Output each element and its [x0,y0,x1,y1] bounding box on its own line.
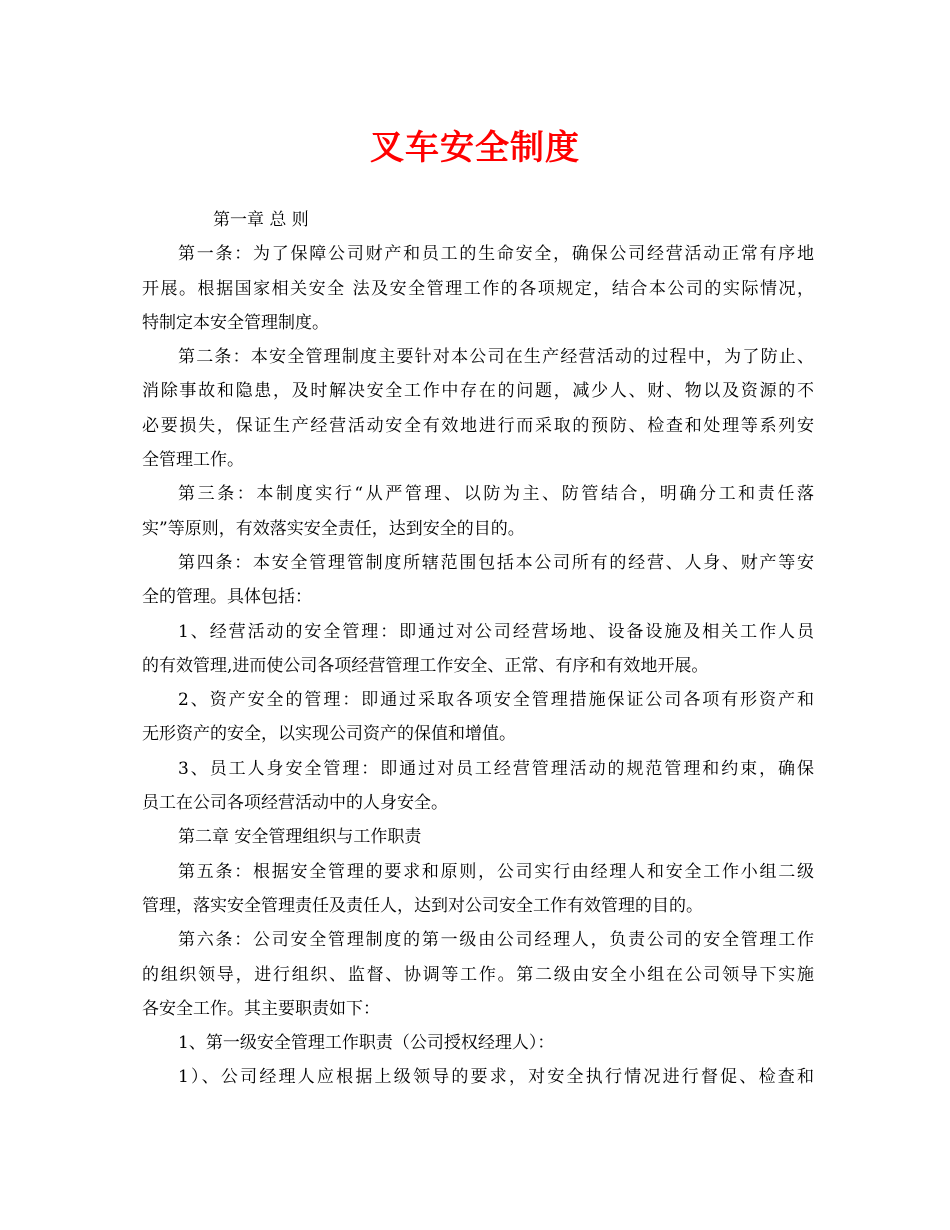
text-line: 第一条：为了保障公司财产和员工的生命安全，确保公司经营活动正常有序地 [178,244,814,265]
text-line: 1、经营活动的安全管理：即通过对公司经营场地、设备设施及相关工作人员 [178,621,814,642]
text-line: 第四条：本安全管理管制度所辖范围包括本公司所有的经营、人身、财产等安 [178,552,814,573]
text-line: 必要损失，保证生产经营活动安全有效地进行而采取的预防、检查和处理等系列安 [142,415,814,436]
text-line: 消除事故和隐患，及时解决安全工作中存在的问题，减少人、财、物以及资源的不 [142,381,814,402]
text-line: 全管理工作。 [142,450,244,471]
text-line: 2、资产安全的管理：即通过采取各项安全管理措施保证公司各项有形资产和 [178,690,814,711]
text-line: 第六条：公司安全管理制度的第一级由公司经理人，负责公司的安全管理工作 [178,930,814,951]
document-title: 叉车安全制度 [370,128,580,168]
text-line: 全的管理。具体包括： [142,587,312,608]
text-line: 1、第一级安全管理工作职责（公司授权经理人）： [178,1033,555,1054]
text-line: 无形资产的安全，以实现公司资产的保值和增值。 [142,724,516,745]
text-line: 3、员工人身安全管理：即通过对员工经营管理活动的规范管理和约束，确保 [178,758,814,779]
text-line: 的组织领导，进行组织、监督、协调等工作。第二级由安全小组在公司领导下实施 [142,964,814,985]
text-line: 员工在公司各项经营活动中的人身安全。 [142,793,448,814]
text-line: 各安全工作。其主要职责如下： [142,998,380,1019]
text-line: 开展。根据国家相关安全 法及安全管理工作的各项规定，结合本公司的实际情况， [142,278,814,299]
text-line: 第二条：本安全管理制度主要针对本公司在生产经营活动的过程中，为了防止、 [178,347,814,368]
text-line: 的有效管理,进而使公司各项经营管理工作安全、正常、有序和有效地开展。 [142,655,709,676]
text-line: 第一章 总 则 [213,210,309,230]
text-line: 特制定本安全管理制度。 [142,312,329,333]
text-line: 实”等原则，有效落实安全责任，达到安全的目的。 [142,518,525,539]
document-body [142,203,822,1095]
text-line: 1）、公司经理人应根据上级领导的要求，对安全执行情况进行督促、检查和 [178,1067,814,1088]
text-line: 第二章 安全管理组织与工作职责 [178,827,422,848]
text-line: 第三条：本制度实行“从严管理、以防为主、防管结合，明确分工和责任落 [178,484,814,505]
text-line: 管理，落实安全管理责任及责任人，达到对公司安全工作有效管理的目的。 [142,895,703,916]
text-line: 第五条：根据安全管理的要求和原则，公司实行由经理人和安全工作小组二级 [178,861,814,882]
